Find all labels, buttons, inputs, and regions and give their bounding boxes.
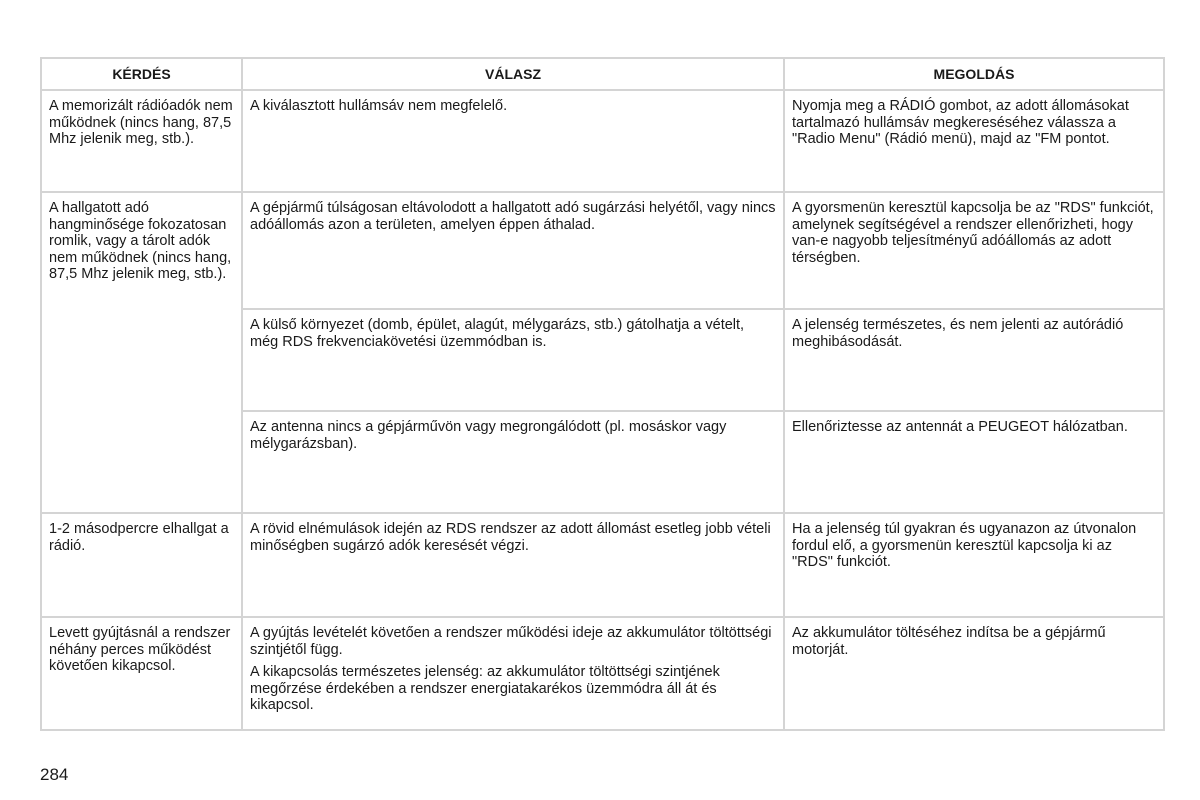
question-text: 1-2 másodpercre elhallgat a rádió. bbox=[49, 521, 229, 554]
answer-text: A gyújtás levételét követően a rendszer működési ideje az akkumulátor töltöttségi szintjétől függ. bbox=[250, 625, 772, 658]
header-megoldas: MEGOLDÁS bbox=[784, 58, 1164, 90]
table-row bbox=[41, 192, 1164, 309]
solution-text: Ha a jelenség túl gyakran és ugyanazon az útvonalon fordul elő, a gyorsmenün keresztül kapcsolja ki az "RDS" funkciót. bbox=[792, 521, 1137, 570]
question-cell bbox=[41, 90, 242, 192]
header-kerdes: KÉRDÉS bbox=[41, 58, 242, 90]
question-cell bbox=[41, 192, 242, 513]
answer-text: Az antenna nincs a gépjárművön vagy megrongálódott (pl. mosáskor vagy mélygarázsban). bbox=[250, 419, 727, 452]
solution-text: Nyomja meg a RÁDIÓ gombot, az adott állomásokat tartalmazó hullámsáv megkereséséhez válassza a "Radio Menu" (Rádió menü), majd az "FM pontot. bbox=[792, 98, 1129, 147]
solution-text: A gyorsmenün keresztül kapcsolja be az "RDS" funkciót, amelynek segítségével a rendszer ellenőrizheti, hogy van-e nagyobb teljesítményű adóállomás az adott térségben. bbox=[792, 200, 1154, 266]
answer-text: A kikapcsolás természetes jelenség: az akkumulátor töltöttségi szintjének megőrzése érdekében a rendszer energiatakarékos üzemmódra áll át és kikapcsol. bbox=[250, 664, 720, 713]
question-text: Levett gyújtásnál a rendszer néhány perces működést követően kikapcsol. bbox=[49, 625, 231, 674]
faq-table bbox=[40, 57, 1165, 731]
solution-cell bbox=[784, 617, 1164, 730]
answer-cell bbox=[242, 411, 784, 513]
answer-cell bbox=[242, 192, 784, 309]
answer-cell bbox=[242, 513, 784, 617]
solution-cell bbox=[784, 513, 1164, 617]
question-cell bbox=[41, 513, 242, 617]
header-valasz: VÁLASZ bbox=[242, 58, 784, 90]
answer-text: A rövid elnémulások idején az RDS rendszer az adott állomást esetleg jobb vételi minőségben sugárzó adók keresését végzi. bbox=[250, 521, 771, 554]
answer-cell bbox=[242, 617, 784, 730]
solution-text: Az akkumulátor töltéséhez indítsa be a gépjármű motorját. bbox=[792, 625, 1106, 658]
answer-cell bbox=[242, 309, 784, 411]
table-header-row bbox=[41, 58, 1164, 90]
page-number: 284 bbox=[40, 765, 69, 784]
solution-text: Ellenőriztesse az antennát a PEUGEOT hálózatban. bbox=[792, 419, 1128, 435]
answer-text: A külső környezet (domb, épület, alagút, mélygarázs, stb.) gátolhatja a vételt, még RDS frekvenciakövetési üzemmódban is. bbox=[250, 317, 745, 350]
solution-cell bbox=[784, 192, 1164, 309]
solution-cell bbox=[784, 90, 1164, 192]
table-row bbox=[41, 90, 1164, 192]
question-cell bbox=[41, 617, 242, 730]
answer-text: A gépjármű túlságosan eltávolodott a hallgatott adó sugárzási helyétől, vagy nincs adóállomás azon a területen, amelyen éppen áthalad. bbox=[250, 200, 776, 233]
solution-text: A jelenség természetes, és nem jelenti az autórádió meghibásodását. bbox=[792, 317, 1124, 350]
answer-text: A kiválasztott hullámsáv nem megfelelő. bbox=[250, 98, 508, 114]
table-row bbox=[41, 617, 1164, 730]
question-text: A hallgatott adó hangminősége fokozatosan romlik, vagy a tárolt adók nem működnek (nincs hang, 87,5 Mhz jelenik meg, stb.). bbox=[49, 200, 232, 282]
table-row bbox=[41, 513, 1164, 617]
solution-cell bbox=[784, 411, 1164, 513]
answer-cell bbox=[242, 90, 784, 192]
question-text: A memorizált rádióadók nem működnek (nincs hang, 87,5 Mhz jelenik meg, stb.). bbox=[49, 98, 233, 147]
solution-cell bbox=[784, 309, 1164, 411]
